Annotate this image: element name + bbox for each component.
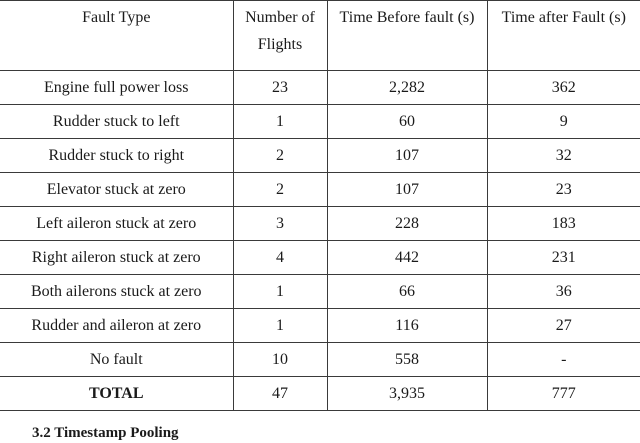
header-fault-type: Fault Type	[0, 1, 233, 71]
cell-fault-type: Right aileron stuck at zero	[0, 241, 233, 275]
cell-number-of-flights: 4	[233, 241, 327, 275]
header-row	[0, 1, 640, 71]
table-body	[0, 71, 640, 411]
cell-number-of-flights: 3	[233, 207, 327, 241]
table-row	[0, 71, 640, 105]
cell-number-of-flights: 1	[233, 105, 327, 139]
cell-time-before-fault: 60	[327, 105, 487, 139]
cell-number-of-flights: 2	[233, 139, 327, 173]
header-time-before-fault: Time Before fault (s)	[327, 1, 487, 71]
cell-fault-type: Rudder and aileron at zero	[0, 309, 233, 343]
total-number-of-flights: 47	[233, 377, 327, 411]
table-header	[0, 1, 640, 71]
cell-time-before-fault: 107	[327, 139, 487, 173]
cell-time-after-fault: 231	[487, 241, 640, 275]
cell-time-after-fault: 32	[487, 139, 640, 173]
section-heading: 3.2 Timestamp Pooling	[32, 425, 179, 441]
cell-time-after-fault: 362	[487, 71, 640, 105]
cell-time-before-fault: 107	[327, 173, 487, 207]
cell-time-after-fault: 183	[487, 207, 640, 241]
cell-time-before-fault: 116	[327, 309, 487, 343]
table-row	[0, 241, 640, 275]
cell-fault-type: Elevator stuck at zero	[0, 173, 233, 207]
total-row	[0, 377, 640, 411]
cell-fault-type: Left aileron stuck at zero	[0, 207, 233, 241]
cell-number-of-flights: 10	[233, 343, 327, 377]
table-row	[0, 139, 640, 173]
cell-fault-type: Engine full power loss	[0, 71, 233, 105]
cell-time-after-fault: 36	[487, 275, 640, 309]
table-row	[0, 275, 640, 309]
cell-number-of-flights: 1	[233, 309, 327, 343]
total-time-after-fault: 777	[487, 377, 640, 411]
cell-number-of-flights: 2	[233, 173, 327, 207]
table-row	[0, 105, 640, 139]
cell-time-before-fault: 442	[327, 241, 487, 275]
cell-time-after-fault: -	[487, 343, 640, 377]
table-row	[0, 343, 640, 377]
table-row	[0, 207, 640, 241]
cell-time-after-fault: 23	[487, 173, 640, 207]
cell-number-of-flights: 1	[233, 275, 327, 309]
table-row	[0, 309, 640, 343]
cell-time-before-fault: 2,282	[327, 71, 487, 105]
total-label: TOTAL	[0, 377, 233, 411]
cell-time-before-fault: 228	[327, 207, 487, 241]
cell-time-after-fault: 27	[487, 309, 640, 343]
cell-time-after-fault: 9	[487, 105, 640, 139]
total-time-before-fault: 3,935	[327, 377, 487, 411]
cell-fault-type: No fault	[0, 343, 233, 377]
cell-time-before-fault: 558	[327, 343, 487, 377]
cell-fault-type: Rudder stuck to right	[0, 139, 233, 173]
header-number-of-flights: Number of Flights	[233, 1, 327, 71]
cell-time-before-fault: 66	[327, 275, 487, 309]
table-row	[0, 173, 640, 207]
cell-number-of-flights: 23	[233, 71, 327, 105]
cell-fault-type: Both ailerons stuck at zero	[0, 275, 233, 309]
cell-fault-type: Rudder stuck to left	[0, 105, 233, 139]
header-time-after-fault: Time after Fault (s)	[487, 1, 640, 71]
